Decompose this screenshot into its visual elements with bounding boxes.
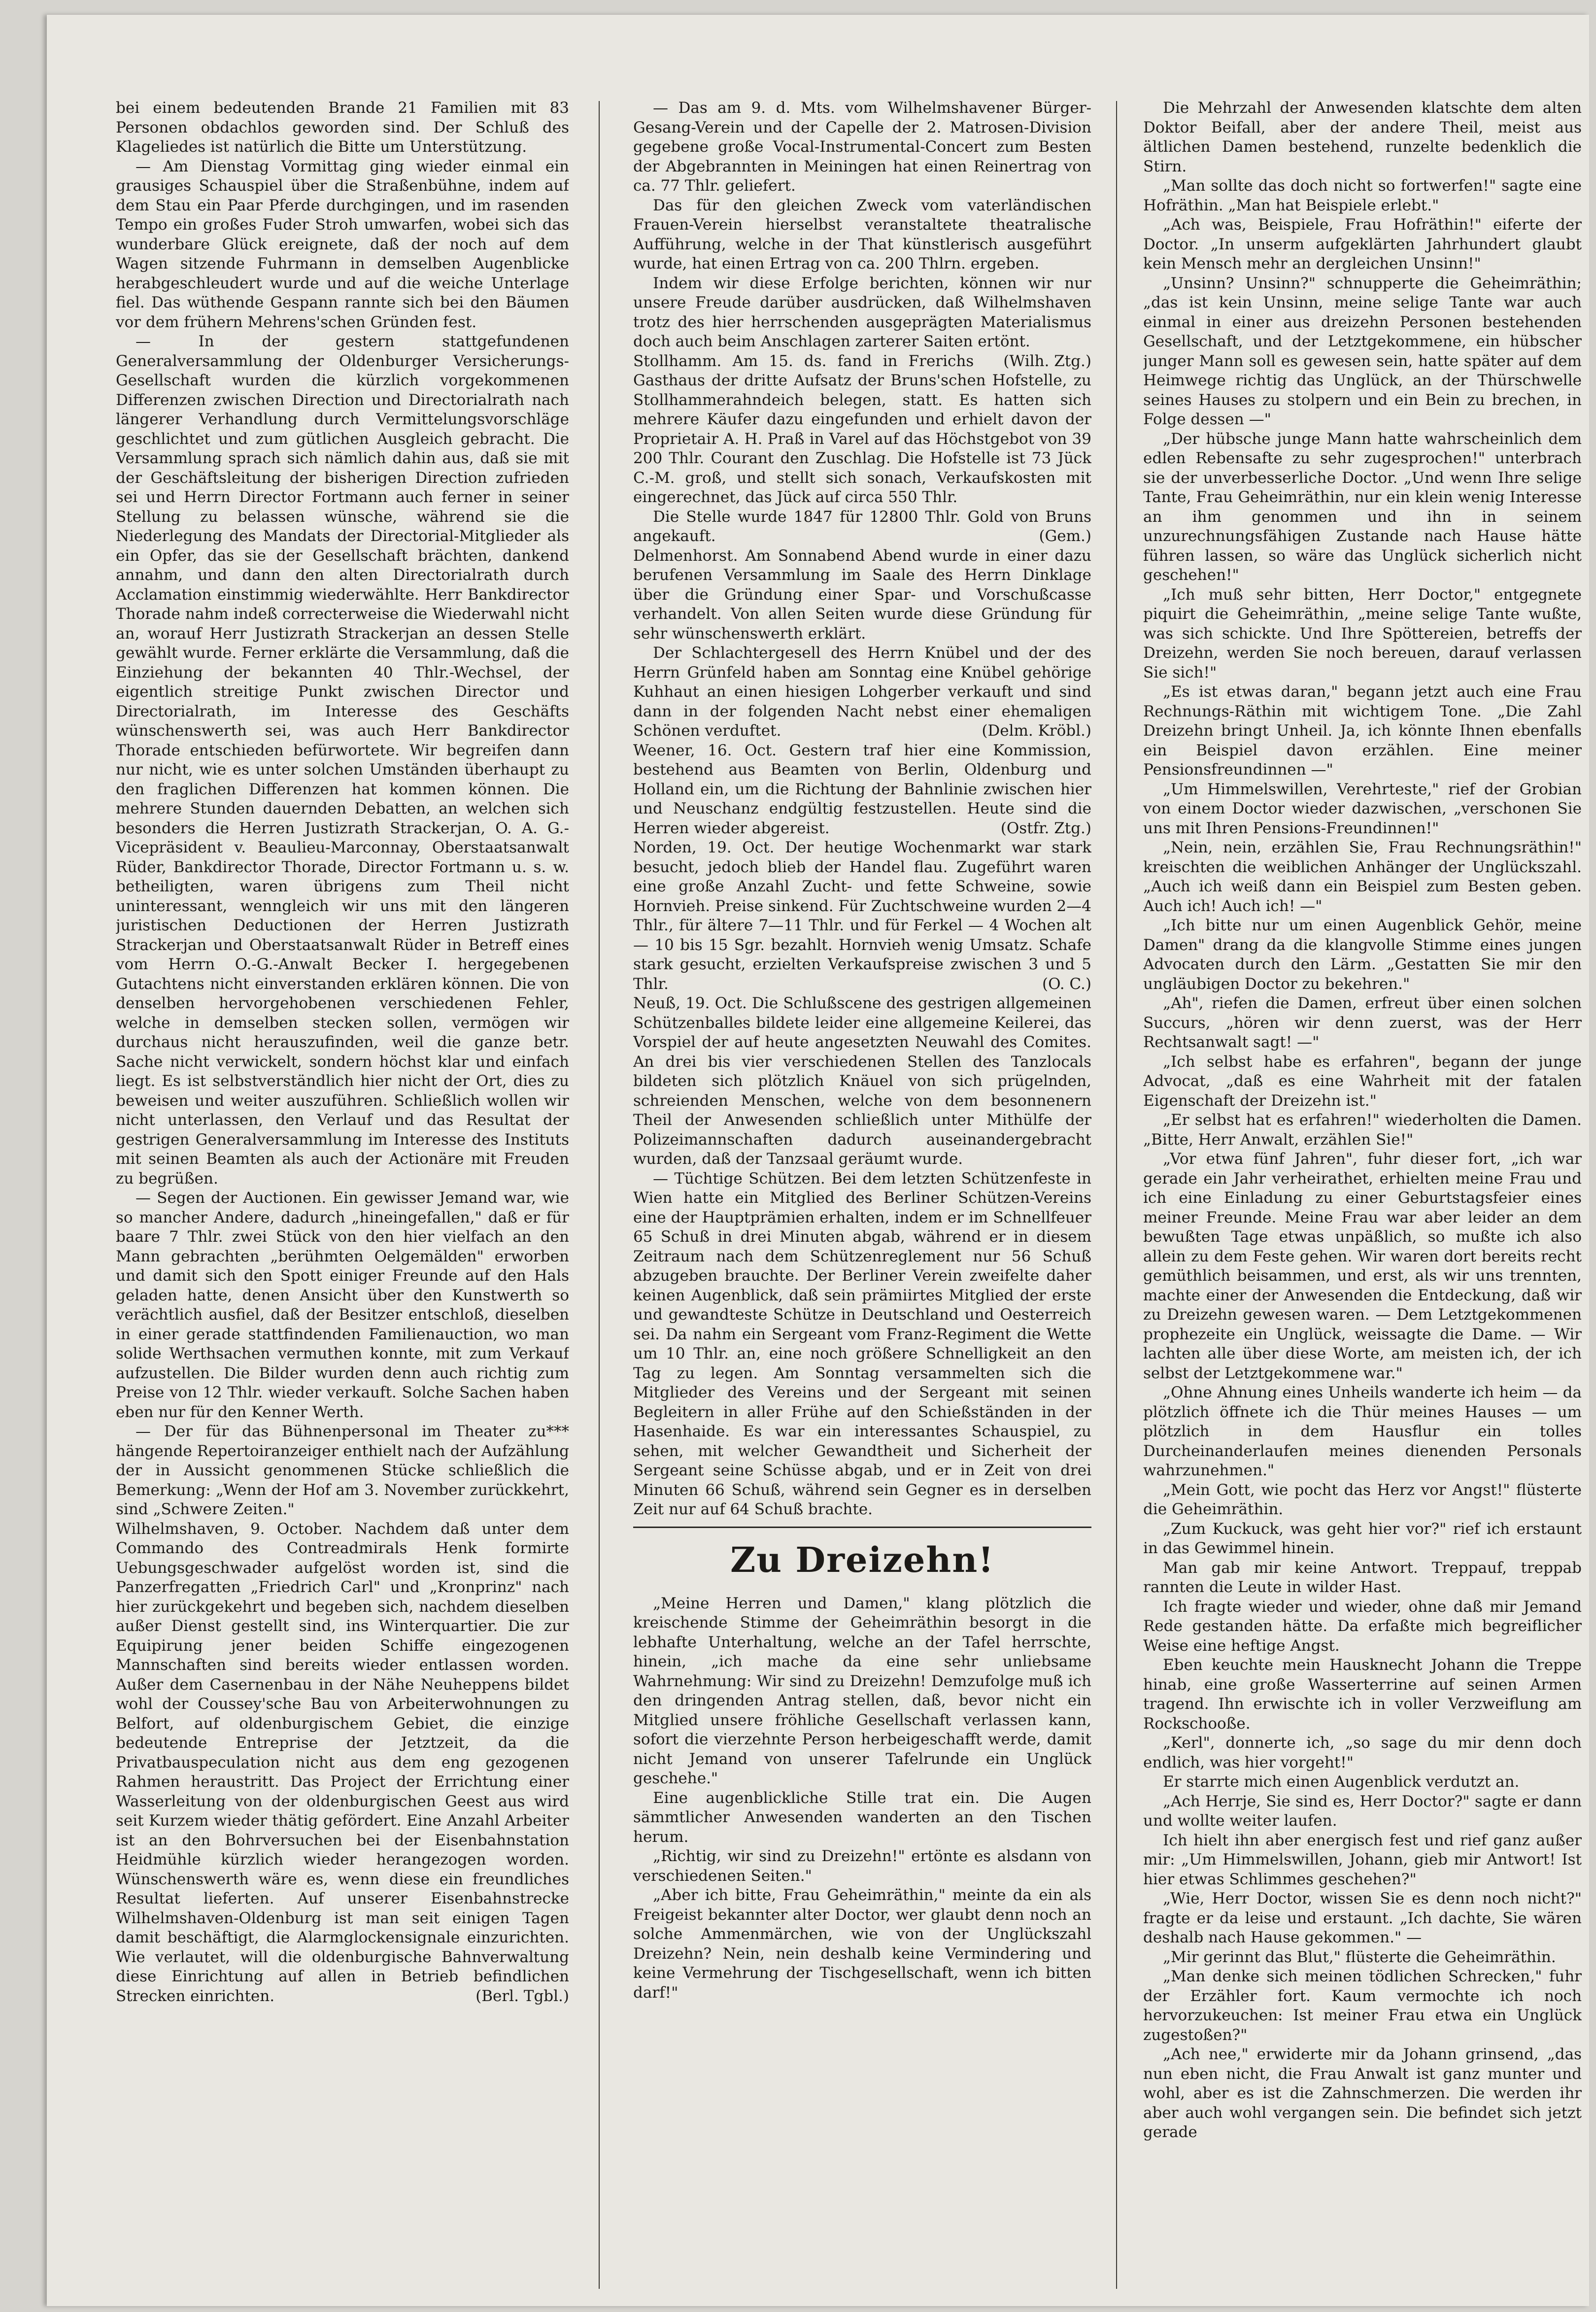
paragraph-text: „Ich bitte nur um einen Augenblick Gehör, meine Damen" drang da die klangvolle Stimme eines jungen Advocaten durch den Lärm. „Gestatten Sie mir den ungläubigen Doctor zu bekehren." <box>1143 917 1582 993</box>
paragraph-text: „Es ist etwas daran," begann jetzt auch eine Frau Rechnungs-Räthin mit wichtigem Tone. „Die Zahl Dreizehn bringt Unheil. Ja, ich könnte Ihnen ebenfalls ein Beispiel davon erzählen. Eine meiner Pensionsfreundinnen —" <box>1143 683 1582 779</box>
paragraph <box>1143 1656 1582 1734</box>
news-items <box>633 99 1091 1520</box>
paragraph-text: Weener, 16. Oct. Gestern traf hier eine Kommission, bestehend aus Beamten von Berlin, Oldenburg und Holland ein, um die Richtung der Bahnlinie zwischen hier und Neuschanz endgültig festzustellen. Heute sind die Herren wieder abgereist. <box>633 741 1091 837</box>
paragraph <box>633 1169 1091 1520</box>
divider <box>633 1527 1091 1528</box>
paragraph <box>1143 2045 1582 2142</box>
story-text <box>633 1594 1091 2003</box>
story-title: Zu Dreizehn! <box>730 1539 994 1580</box>
paragraph <box>1143 1520 1582 1559</box>
source-citation: (Berl. Tgbl.) <box>475 1987 569 2005</box>
paragraph-text: „Mein Gott, wie pocht das Herz vor Angst!" flüsterte die Geheimräthin. <box>1143 1481 1582 1518</box>
paragraph <box>1143 1559 1582 1598</box>
paragraph-text: „Zum Kuckuck, was geht hier vor?" rief ich erstaunt in das Gewimmel hinein. <box>1143 1520 1582 1557</box>
paragraph-text: „Man sollte das doch nicht so fortwerfen!" sagte eine Hofräthin. „Man hat Beispiele erlebt." <box>1143 177 1582 214</box>
paragraph-text: Man gab mir keine Antwort. Treppauf, treppab rannten die Leute in wilder Hast. <box>1143 1559 1582 1596</box>
paragraph <box>633 741 1091 839</box>
paragraph <box>1143 682 1582 780</box>
paragraph <box>1143 430 1582 585</box>
paragraph-text: Das für den gleichen Zweck vom vaterländischen Frauen-Verein hierselbst veranstaltete theatralische Aufführung, welche in der That künstlerisch ausgeführt wurde, hat einen Ertrag von ca. 200 Thlrn. ergeben. <box>633 196 1091 272</box>
paragraph-text: „Er selbst hat es erfahren!" wiederholten die Damen. „Bitte, Herr Anwalt, erzählen Sie!" <box>1143 1111 1582 1149</box>
paragraph <box>633 546 1091 644</box>
paragraph <box>1143 1889 1582 1948</box>
paragraph-text: — Das am 9. d. Mts. vom Wilhelmshavener Bürger-Gesang-Verein und der Capelle der 2. Matrosen-Division gegebene große Vocal-Instrumental-Concert zum Besten der Abgebrannten in Meiningen hat einen Reinertrag von ca. 77 Thlr. geliefert. <box>633 99 1091 195</box>
paragraph <box>1143 1150 1582 1383</box>
paragraph <box>633 644 1091 741</box>
paragraph-text: „Um Himmelswillen, Verehrteste," rief der Grobian von einem Doctor wieder dazwischen, „verschonen Sie uns mit Ihren Pensions-Freundinnen!" <box>1143 780 1582 837</box>
paragraph-text: „Ohne Ahnung eines Unheils wanderte ich heim — da plötzlich öffnete ich die Thür meines Hauses — um plötzlich in dem Hausflur ein tolles Durcheinanderlaufen meines dienenden Personals wahrzunehmen." <box>1143 1384 1582 1479</box>
paragraph-text: „Nein, nein, erzählen Sie, Frau Rechnungsräthin!" kreischten die weiblichen Anhänger der Unglückszahl. „Auch ich weiß dann ein Beispiel zum Besten geben. Auch ich! Auch ich! —" <box>1143 839 1582 915</box>
paragraph <box>1143 1053 1582 1111</box>
source-citation: (Delm. Kröbl.) <box>982 722 1091 740</box>
source-citation: (O. C.) <box>1042 975 1091 993</box>
paragraph <box>1143 1831 1582 1890</box>
paragraph-text: — Tüchtige Schützen. Bei dem letzten Schützenfeste in Wien hatte ein Mitglied des Berliner Schützen-Vereins eine der Hauptprämien erhalten, indem er im Schnellfeuer 65 Schuß in drei Minuten abgab, während er in diesem Zeitraum nach dem Schützenreglement nur 56 Schuß abzugeben brauchte. Der Berliner Verein zweifelte daher keinen Augenblick, daß sein prämiirtes Mitglied der erste und gewandteste Schütze in Deutschland und Oesterreich sei. Da nahm ein Sergeant vom Franz-Regiment die Wette um 10 Thlr. an, eine noch größere Schnelligkeit an den Tag zu legen. Am Sonntag versammelten sich die Mitglieder des Vereins und der Sergeant mit seinen Begleitern in aller Frühe auf den Schießständen in der Hasenhaide. Es war ein interessantes Schauspiel, zu sehen, mit welcher Gewandtheit und Sicherheit der Sergeant seine Schüsse abgab, und er in Zeit von drei Minuten 66 Schuß, während sein Gegner es in derselben Zeit nur auf 64 Schuß brachte. <box>633 1169 1091 1518</box>
paragraph-text: Er starrte mich einen Augenblick verdutzt an. <box>1163 1773 1520 1791</box>
paragraph-text: Eben keuchte mein Hausknecht Johann die Treppe hinab, eine große Wasserterrine auf seinen Armen tragend. Ihn erwischte ich in voller Verzweiflung am Rockschooße. <box>1143 1656 1582 1733</box>
paragraph-text: Wilhelmshaven, 9. October. Nachdem daß unter dem Commando des Contreadmirals Henk formirte Uebungsgeschwader aufgelöst worden ist, sind die Panzerfregatten „Friedrich Carl" und „Kronprinz" nach hier zurückgekehrt und begeben sich, nachdem dieselben außer Dienst gestellt sind, ins Winterquartier. Die zur Equipirung jener beiden Schiffe eingezogenen Mannschaften sind bereits wieder entlassen worden. Außer dem Casernenbau in der Nähe Neuheppens bildet wohl der Coussey'sche Bau von Arbeiterwohnungen zu Belfort, auf oldenburgischem Gebiet, die einzige bedeutende Entreprise der Jetztzeit, da die Privatbauspeculation nicht aus dem eng gezogenen Rahmen heraustritt. Das Project der Errichtung einer Wasserleitung von der oldenburgischen Geest aus wird seit Kurzem wieder thätig gefördert. Eine Anzahl Arbeiter ist an den Bohrversuchen bei der Eisenbahnstation Heidmühle kürzlich wieder herangezogen worden. Wünschenswerth wäre es, wenn diese ein freundliches Resultat lieferten. Auf unserer Eisenbahnstrecke Wilhelmshaven-Oldenburg ist man seit einigen Tagen damit beschäftigt, die Alarmglockensignale einzurichten. Wie verlautet, will die oldenburgische Bahnverwaltung diese Einrichtung auf allen in Betrieb befindlichen Strecken einrichten. <box>116 1520 569 2005</box>
paragraph <box>1143 1948 1582 1968</box>
paragraph <box>1143 1772 1582 1792</box>
paragraph <box>633 1594 1091 1789</box>
paragraph <box>116 1422 569 1520</box>
paragraph-text: Delmenhorst. Am Sonnabend Abend wurde in einer dazu berufenen Versammlung im Saale des Herrn Dinklage über die Gründung einer Spar- und Vorschußcasse verhandelt. Von allen Seiten wurde diese Gründung für sehr wünschenswerth erklärt. <box>633 546 1091 643</box>
source-citation: (Gem.) <box>1039 527 1091 545</box>
paragraph <box>116 1189 569 1422</box>
source-citation: (Ostfr. Ztg.) <box>1000 819 1091 837</box>
paragraph <box>1143 780 1582 839</box>
paragraph-text: „Richtig, wir sind zu Dreizehn!" ertönte es alsdann von verschiedenen Seiten." <box>633 1847 1091 1885</box>
paragraph-text: Indem wir diese Erfolge berichten, können wir nur unsere Freude darüber ausdrücken, daß Wilhelmshaven trotz des hier herrschenden ausgeprägten Materialismus doch auch beim Anschlagen zarterer Saiten ertönt. <box>633 274 1091 350</box>
column-rule <box>599 101 600 2289</box>
paragraph-text: „Unsinn? Unsinn?" schnupperte die Geheimräthin; „das ist kein Unsinn, meine selige Tante war auch einmal in einer aus dreizehn Personen bestehenden Gesellschaft, und der Letztgekommene, ein hübscher junger Mann soll es gewesen sein, hatte später auf dem Heimwege richtig das Unglück, an der Thürschwelle seines Hauses zu stolpern und ein Bein zu brechen, in Folge dessen —" <box>1143 274 1582 428</box>
paragraph-text: — Der für das Bühnenpersonal im Theater zu*** hängende Repertoiranzeiger enthielt nach der Aufzählung der in Aussicht genommenen Stücke schließlich die Bemerkung: „Wenn der Hof am 3. November zurückkehrt, sind „Schwere Zeiten." <box>116 1423 569 1518</box>
paragraph <box>116 99 569 157</box>
paragraph <box>1143 1383 1582 1481</box>
paragraph-text: „Ach was, Beispiele, Frau Hofräthin!" eiferte der Doctor. „In unserm aufgeklärten Jahrhundert glaubt kein Mensch mehr an dergleichen Unsinn!" <box>1143 216 1582 272</box>
paragraph <box>1143 274 1582 430</box>
paragraph <box>633 994 1091 1169</box>
paragraph-text: „Ach nee," erwiderte mir da Johann grinsend, „das nun eben nicht, die Frau Anwalt ist ganz munter und wohl, aber es ist die Zahnschmerzen. Die werden ihr aber auch wohl vergangen sein. Die befindet sich jetzt gerade <box>1143 2045 1582 2141</box>
paragraph <box>1143 1598 1582 1656</box>
paragraph <box>1143 1111 1582 1150</box>
paragraph-text: „Meine Herren und Damen," klang plötzlich die kreischende Stimme der Geheimräthin besorgt in die lebhafte Unterhaltung, welche an der Tafel herrschte, hinein, „ich mache da eine sehr unliebsame Wahrnehmung: Wir sind zu Dreizehn! Demzufolge muß ich den dringenden Antrag stellen, daß, bevor nicht ein Mitglied unsere fröhliche Gesellschaft verlassen kann, sofort die vierzehnte Person herbeigeschafft werde, damit nicht Jemand von unserer Tafelrunde ein Unglück geschehe." <box>633 1594 1091 1787</box>
paragraph-text: „Man denke sich meinen tödlichen Schrecken," fuhr der Erzähler fort. Kaum vermochte ich noch hervorzukeuchen: Ist meiner Frau etwa ein Unglück zugestoßen?" <box>1143 1968 1582 2044</box>
paragraph-text: Ich hielt ihn aber energisch fest und rief ganz außer mir: „Um Himmelswillen, Johann, gieb mir Antwort! Ist hier etwas Schlimmes geschehen?" <box>1143 1831 1582 1888</box>
paragraph <box>116 332 569 1189</box>
paragraph-text: — Segen der Auctionen. Ein gewisser Jemand war, wie so mancher Andere, dadurch „hineingefallen," daß er für baare 7 Thlr. zwei Stück von den hier vielfach an den Mann gebrachten „berühmten Oelgemälden" erworben und damit sich den Spott einiger Freunde auf den Hals geladen hatte, denen Ansicht über den Kunstwerth so verächtlich ausfiel, daß der Besitzer entschloß, dieselben in einer gerade stattfindenden Familienauction, wo man solide Werthsachen vermuthen konnte, mit zum Verkauf aufzustellen. Die Bilder wurden denn auch richtig zum Preise von 12 Thlr. wieder verkauft. Solche Sachen haben eben nur für den Kenner Werth. <box>116 1189 569 1421</box>
paragraph-text: Stollhamm. Am 15. ds. fand in Frerichs Gasthaus der dritte Aufsatz der Bruns'schen Hofstelle, zu Stollhammerahndeich belegen, statt. Es hatten sich mehrere Käufer dazu eingefunden und erhielt davon der Proprietair A. H. Praß in Varel auf das Höchstgebot von 39 200 Thlr. Courant den Zuschlag. Die Hofstelle ist 73 Jück C.-M. groß, und stellt sich sonach, Verkaufskosten mit eingerechnet, das Jück auf circa 550 Thlr. <box>633 352 1091 506</box>
paragraph <box>633 352 1091 508</box>
column-right <box>1143 99 1582 2286</box>
paragraph <box>633 838 1091 994</box>
paragraph <box>116 157 569 333</box>
paragraph-text: bei einem bedeutenden Brande 21 Familien mit 83 Personen obdachlos geworden sind. Der Schluß des Klageliedes ist natürlich die Bitte um Unterstützung. <box>116 99 569 156</box>
paragraph-text: „Der hübsche junge Mann hatte wahrscheinlich dem edlen Rebensafte zu sehr zugesprochen!" unterbrach sie der unverbesserliche Doctor. „Und wenn Ihre selige Tante, Frau Geheimräthin, nur ein klein wenig Interesse an ihm genommen und ihn in seinem unzurechnungsfähigen Zustande nach Hause hätte führen lassen, so wäre das Unglück sicherlich nicht geschehen!" <box>1143 430 1582 584</box>
paragraph-text: Neuß, 19. Oct. Die Schlußscene des gestrigen allgemeinen Schützenballes bildete leider eine allgemeine Keilerei, das Vorspiel der auf heute angesetzten Neuwahl des Comites. An drei bis vier verschiedenen Stellen des Tanzlocals bildeten sich plötzlich Knäuel von sich prügelnden, schreienden Menschen, welche von dem besonnenern Theil der Anwesenden schließlich unter Mithülfe der Polizeimannschaften dadurch auseinandergebracht wurden, daß der Tanzsaal geräumt wurde. <box>633 994 1091 1168</box>
column-middle <box>633 99 1091 2286</box>
paragraph-text: Ich fragte wieder und wieder, ohne daß mir Jemand Rede gestanden hätte. Da erfaßte mich begreiflicher Weise eine heftige Angst. <box>1143 1598 1582 1655</box>
paragraph-text: Die Stelle wurde 1847 für 12800 Thlr. Gold von Bruns angekauft. <box>633 508 1091 545</box>
paragraph <box>1143 1792 1582 1831</box>
paragraph-text: „Ach Herrje, Sie sind es, Herr Doctor?" sagte er dann und wollte weiter laufen. <box>1143 1792 1582 1830</box>
paragraph <box>116 1520 569 2006</box>
paragraph-text: — Am Dienstag Vormittag ging wieder einmal ein grausiges Schauspiel über die Straßenbühne, indem auf dem Stau ein Paar Pferde durchgingen, und im rasenden Tempo ein großes Fuder Stroh umwarfen, wobei sich das wunderbare Glück ereignete, daß der noch auf dem Wagen sitzende Fuhrmann in demselben Augenblicke herabgeschleudert wurde und auf die weiche Unterlage fiel. Das wüthende Gespann rannte sich bei den Bäumen vor dem frühern Mehrens'schen Gründen fest. <box>116 157 569 331</box>
paragraph-text: Die Mehrzahl der Anwesenden klatschte dem alten Doktor Beifall, aber der andere Theil, meist aus ältlichen Damen bestehend, runzelte bedenklich die Stirn. <box>1143 99 1582 175</box>
paragraph <box>633 1847 1091 1886</box>
column-left <box>116 99 569 2286</box>
paragraph <box>1143 1967 1582 2045</box>
paragraph-text: „Vor etwa fünf Jahren", fuhr dieser fort, „ich war gerade ein Jahr verheirathet, erhielten meine Frau und ich eine Einladung zu einer Geburtstagsfeier eines meiner Freunde. Meine Frau war aber leider an dem bewußten Tage etwas unpäßlich, so mußte ich also allein zu dem Feste gehen. Wir waren dort bereits recht gemüthlich beisammen, und erst, als wir uns trennten, machte einer der Anwesenden die Entdeckung, daß wir zu Dreizehn gewesen waren. — Dem Letztgekommenen prophezeite ein Unglück, weissagte die Dame. — Wir lachten alle über diese Worte, am meisten ich, der ich selbst der Letztgekommene war." <box>1143 1150 1582 1382</box>
paragraph <box>633 99 1091 196</box>
paragraph-text: „Ich muß sehr bitten, Herr Doctor," entgegnete piquirt die Geheimräthin, „meine selige Tante wußte, was sich schickte. Und Ihre Spöttereien, betreffs der Dreizehn, werden Sie noch bereuen, darauf verlassen Sie sich!" <box>1143 585 1582 681</box>
paragraph-text: „Ich selbst habe es erfahren", begann der junge Advocat, „daß es eine Wahrheit mit der fatalen Eigenschaft der Dreizehn ist." <box>1143 1053 1582 1110</box>
paragraph <box>633 274 1091 370</box>
paragraph-text: „Ah", riefen die Damen, erfreut über einen solchen Succurs, „hören wir denn zuerst, was der Herr Rechtsanwalt sagt! —" <box>1143 994 1582 1051</box>
paragraph <box>1143 838 1582 916</box>
paragraph <box>1143 1481 1582 1520</box>
paragraph <box>633 1789 1091 1847</box>
paragraph <box>633 508 1091 546</box>
paragraph-text: „Wie, Herr Doctor, wissen Sie es denn noch nicht?" fragte er da leise und erstaunt. „Ich dachte, Sie wären deshalb nach Hause gekommen." — <box>1143 1890 1582 1946</box>
paragraph-text: „Kerl", donnerte ich, „so sage du mir denn doch endlich, was hier vorgeht!" <box>1143 1734 1582 1771</box>
column-rule <box>1116 101 1117 2289</box>
paragraph <box>1143 99 1582 176</box>
paragraph-text: „Aber ich bitte, Frau Geheimräthin," meinte da ein als Freigeist bekannter alter Doctor, wer glaubt denn noch an solche Ammenmärchen, wie von der Unglückszahl Dreizehn? Nein, nein deshalb keine Vermindering und keine Vermehrung der Tischgesellschaft, wenn ich bitten darf!" <box>633 1886 1091 2002</box>
newspaper-page <box>47 15 1589 2306</box>
paragraph <box>633 1886 1091 2003</box>
paragraph-text: — In der gestern stattgefundenen Generalversammlung der Oldenburger Versicherungs-Gesellschaft wurden die kürzlich vorgekommenen Differenzen zwischen Direction und Directorialrath nach längerer Verhandlung durch Vermittelungsvorschläge geschlichtet und zum gütlichen Ausgleich gebracht. Die Versammlung sprach sich nämlich dahin aus, daß sie mit der Geschäftsleitung der bisherigen Direction zufrieden sei und Herrn Director Fortmann auch ferner in seiner Stellung zu belassen wünsche, während sie die Niederlegung des Mandats der Directorial-Mitglieder als ein Opfer, das sie der Gesellschaft brächten, dankend annahm, und dann den alten Directorialrath durch Acclamation einstimmig wiederwählte. Herr Bankdirector Thorade nahm indeß correcterweise die Wiederwahl nicht an, worauf Herr Justizrath Strackerjan an dessen Stelle gewählt wurde. Ferner erklärte die Versammlung, daß die Einziehung der bekannten 40 Thlr.-Wechsel, der eigentlich streitige Punkt zwischen Director und Directorialrath, im Interesse des Geschäfts wünschenswerth sei, was auch Herr Bankdirector Thorade entschieden befürwortete. Wir begreifen dann nur nicht, wie es unter solchen Umständen überhaupt zu den fraglichen Differenzen hat kommen können. Die mehrere Stunden dauernden Debatten, an welchen sich besonders die Herren Justizrath Strackerjan, O. A. G.-Vicepräsident v. Beaulieu-Marconnay, Oberstaatsanwalt Rüder, Bankdirector Thorade, Director Fortmann u. s. w. betheiligten, waren übrigens zum Theil nicht uninteressant, wenngleich wir uns mit den längeren juristischen Deductionen der Herren Justizrath Strackerjan und Oberstaatsanwalt Rüder in Betreff eines vom Herrn O.-G.-Anwalt Becker I. hergegebenen Gutachtens nicht einverstanden erklären können. Die von denselben hervorgehobenen verschiedenen Fehler, welche in demselben stecken sollen, vermögen wir durchaus nicht herauszufinden, weil die ganze betr. Sache nicht verwickelt, sondern höchst klar und einfach liegt. Es ist selbstverständlich hier nicht der Ort, dies zu beweisen und weiter auszuführen. Schließlich wollen wir nicht unterlassen, den Verlauf und das Resultat der gestrigen Generalversammlung im Interesse des Instituts mit seinen Beamten als auch der Actionäre mit Freuden zu begrüßen. <box>116 333 569 1188</box>
paragraph <box>1143 994 1582 1053</box>
paragraph <box>1143 215 1582 274</box>
paragraph <box>1143 916 1582 994</box>
source-citation: (Wilh. Ztg.) <box>1003 352 1091 370</box>
paragraph-text: „Mir gerinnt das Blut," flüsterte die Geheimräthin. <box>1163 1948 1556 1966</box>
paragraph-text: Der Schlachtergesell des Herrn Knübel und der des Herrn Grünfeld haben am Sonntag eine Knübel gehörige Kuhhaut an einen hiesigen Lohgerber verkauft und sind dann in der folgenden Nacht nebst einer ehemaligen Schönen verduftet. <box>633 644 1091 740</box>
paragraph-text: Eine augenblickliche Stille trat ein. Die Augen sämmtlicher Anwesenden wanderten an den Tischen herum. <box>633 1789 1091 1846</box>
paragraph <box>1143 585 1582 683</box>
paragraph <box>1143 176 1582 215</box>
paragraph <box>1143 1734 1582 1772</box>
paragraph-text: Norden, 19. Oct. Der heutige Wochenmarkt war stark besucht, jedoch blieb der Handel flau. Zugeführt waren eine große Anzahl Zucht- und fette Schweine, sowie Hornvieh. Preise sinkend. Für Zuchtschweine wurden 2—4 Thlr., für ältere 7—11 Thlr. und für Ferkel — 4 Wochen alt — 10 bis 15 Sgr. bezahlt. Hornvieh wenig Umsatz. Schafe stark gesucht, erzielten Verkaufspreise zwischen 3 und 5 Thlr. <box>633 839 1091 993</box>
paragraph <box>633 196 1091 274</box>
